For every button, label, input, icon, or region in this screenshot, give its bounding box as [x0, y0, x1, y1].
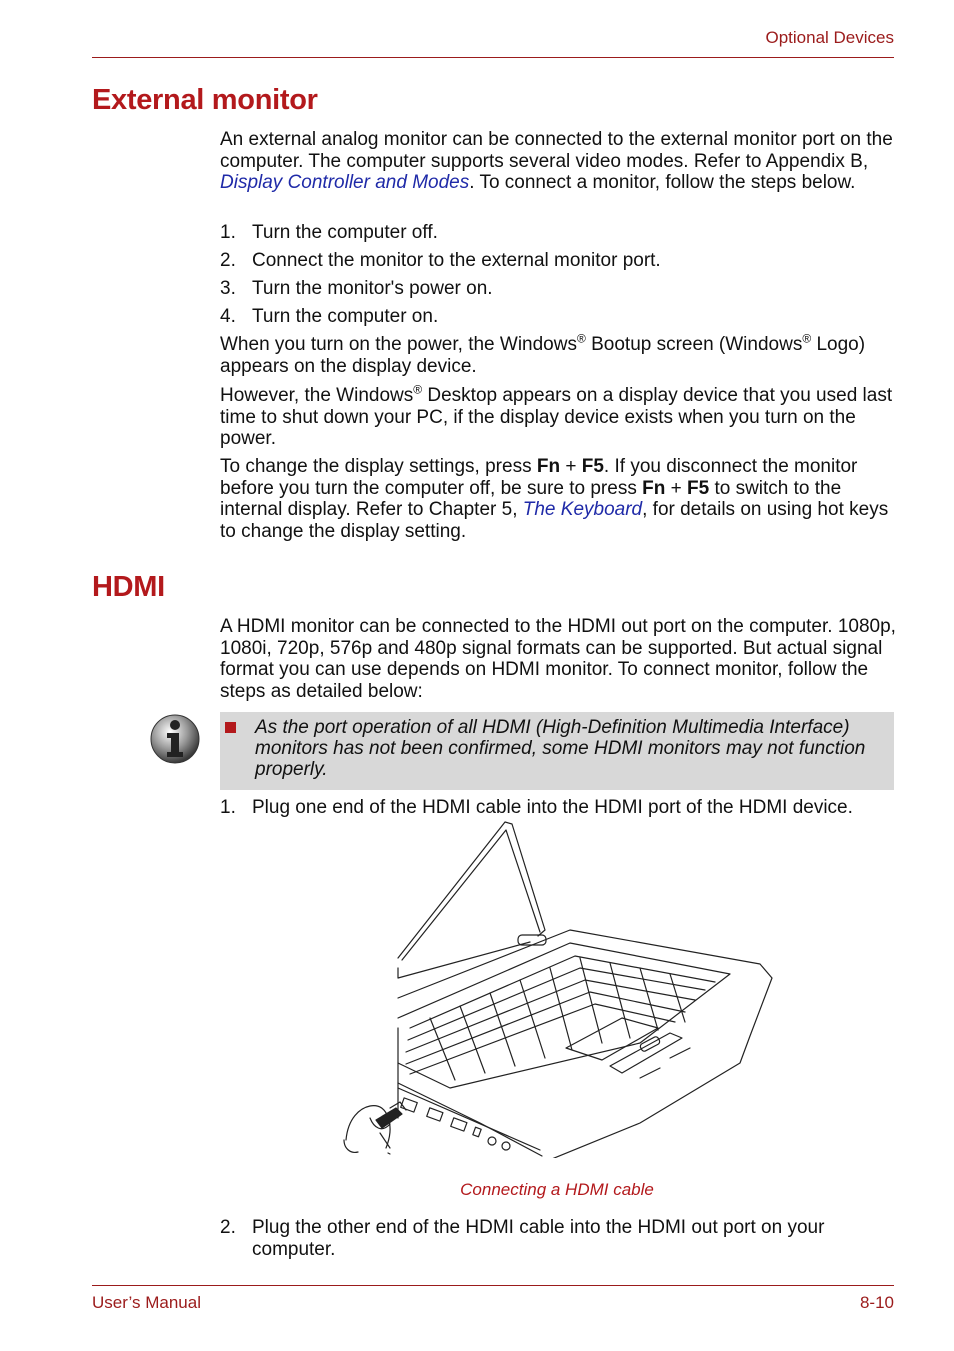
figure-caption: Connecting a HDMI cable	[460, 1180, 654, 1199]
bullet-square	[225, 722, 236, 733]
heading-hdmi: HDMI	[92, 571, 165, 603]
paragraph-bootup: When you turn on the power, the Windows® Bootup screen (Windows® Logo) appears on the display device.	[220, 331, 866, 377]
footer-manual-title: User’s Manual	[92, 1293, 201, 1312]
page-header	[92, 0, 894, 58]
note-box	[220, 712, 894, 790]
laptop-hdmi-illustration	[340, 818, 780, 1158]
link-the-keyboard[interactable]: The Keyboard	[522, 499, 643, 520]
link-display-controller[interactable]: Display Controller and Modes	[220, 172, 470, 193]
paragraph-hdmi-intro: A HDMI monitor can be connected to the HDMI out port on the computer. 1080p, 1080i, 720p, 576p and 480p signal formats can be supported. But actual signal format you can use depends on HDMI monitor. To connect monitor, follow the steps as detailed below:	[220, 616, 896, 702]
page-footer	[92, 1285, 894, 1312]
page-number: 8-10	[859, 1293, 894, 1312]
header-section-title: Optional Devices	[765, 28, 894, 47]
paragraph-desktop: However, the Windows® Desktop appears on a display device that you used last time to shut down your PC, if the display device exists when you turn on the power.	[220, 382, 893, 449]
heading-external-monitor: External monitor	[92, 84, 318, 116]
paragraph-display-settings: To change the display settings, press Fn + F5. If you disconnect the monitor before you turn the computer off, be sure to press Fn + F5 to switch to the internal display. Refer to Chapter 5, The Keyboard, for details on using hot keys to change the display setting.	[220, 456, 889, 542]
note-text: As the port operation of all HDMI (High-Definition Multimedia Interface) monitors has not been confirmed, some HDMI monitors may not function properly.	[255, 717, 866, 780]
paragraph-intro: An external analog monitor can be connected to the external monitor port on the computer. The computer supports several video modes. Refer to Appendix B, Display Controller and Modes. To connect a monitor, follow the steps below.	[220, 129, 893, 193]
info-icon	[150, 714, 200, 764]
